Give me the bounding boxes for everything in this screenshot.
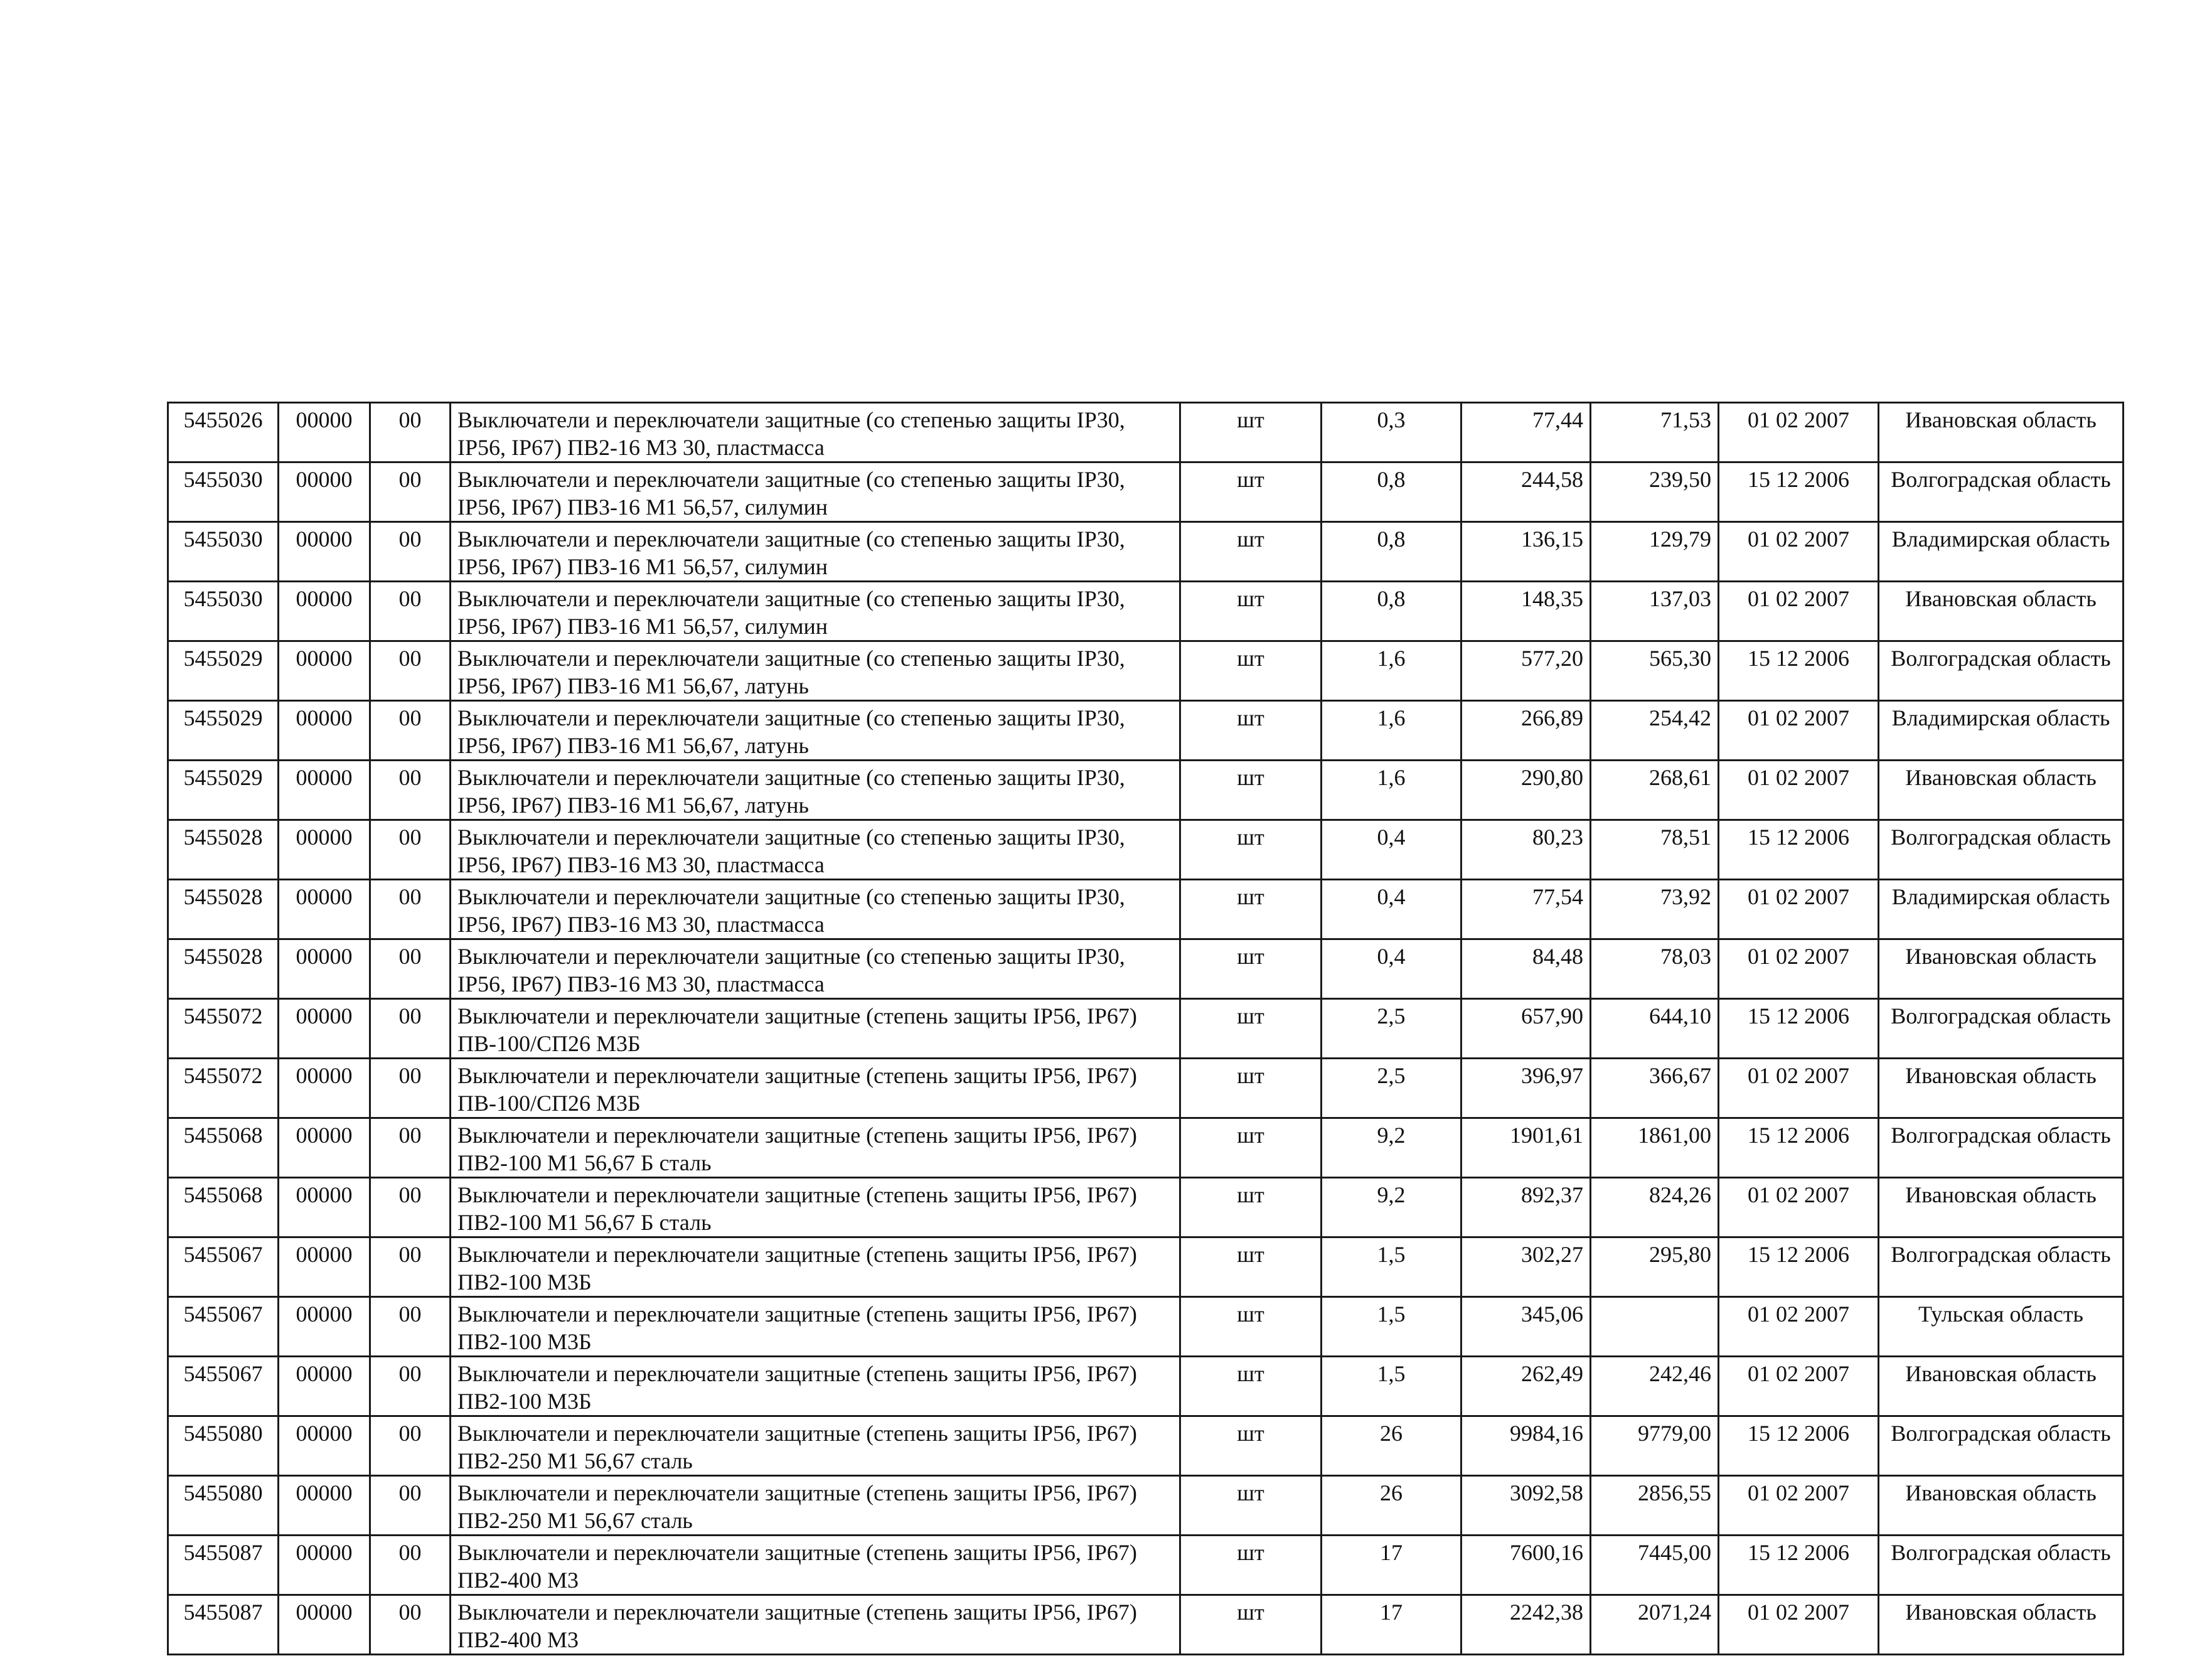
cell-name: Выключатели и переключатели защитные (степень защиты IP56, IP67) ПВ2-100 М1 56,67 Б сталь: [451, 1118, 1180, 1178]
table-row: [168, 1118, 2124, 1178]
cell-name: Выключатели и переключатели защитные (степень защиты IP56, IP67) ПВ2-250 М1 56,67 сталь: [451, 1416, 1180, 1476]
cell-subcode: 00000: [279, 641, 370, 701]
cell-name: Выключатели и переключатели защитные (степень защиты IP56, IP67) ПВ2-100 М3Б: [451, 1357, 1180, 1416]
cell-variant: 00: [370, 880, 451, 939]
cell-date: 15 12 2006: [1719, 820, 1879, 880]
cell-unit: шт: [1180, 1357, 1322, 1416]
cell-region: Тульская область: [1879, 1297, 2124, 1357]
cell-code: 5455067: [168, 1237, 279, 1297]
cell-name: Выключатели и переключатели защитные (со степенью защиты IP30, IP56, IP67) ПВ3-16 М1 56,67, латунь: [451, 701, 1180, 761]
cell-code: 5455030: [168, 462, 279, 522]
cell-mass: 0,4: [1322, 820, 1461, 880]
cell-region: Ивановская область: [1879, 582, 2124, 641]
cell-region: Ивановская область: [1879, 1178, 2124, 1237]
cell-subcode: 00000: [279, 1118, 370, 1178]
cell-variant: 00: [370, 522, 451, 582]
cell-price-2: 268,61: [1591, 761, 1719, 820]
cell-mass: 0,4: [1322, 880, 1461, 939]
cell-date: 01 02 2007: [1719, 1595, 1879, 1655]
cell-date: 01 02 2007: [1719, 522, 1879, 582]
cell-price-2: 78,03: [1591, 939, 1719, 999]
cell-mass: 0,8: [1322, 522, 1461, 582]
cell-price-1: 290,80: [1461, 761, 1591, 820]
cell-price-2: 824,26: [1591, 1178, 1719, 1237]
cell-region: Волгоградская область: [1879, 1536, 2124, 1595]
cell-code: 5455068: [168, 1118, 279, 1178]
cell-code: 5455029: [168, 701, 279, 761]
cell-code: 5455072: [168, 1059, 279, 1118]
cell-price-1: 396,97: [1461, 1059, 1591, 1118]
cell-mass: 0,8: [1322, 462, 1461, 522]
cell-unit: шт: [1180, 999, 1322, 1059]
cell-price-1: 262,49: [1461, 1357, 1591, 1416]
cell-price-1: 266,89: [1461, 701, 1591, 761]
cell-price-2: [1591, 1297, 1719, 1357]
cell-date: 01 02 2007: [1719, 880, 1879, 939]
cell-region: Волгоградская область: [1879, 462, 2124, 522]
cell-region: Владимирская область: [1879, 880, 2124, 939]
cell-region: Волгоградская область: [1879, 1237, 2124, 1297]
cell-variant: 00: [370, 641, 451, 701]
table-row: [168, 701, 2124, 761]
cell-subcode: 00000: [279, 462, 370, 522]
cell-code: 5455068: [168, 1178, 279, 1237]
cell-price-2: 78,51: [1591, 820, 1719, 880]
cell-price-2: 295,80: [1591, 1237, 1719, 1297]
cell-date: 15 12 2006: [1719, 1237, 1879, 1297]
cell-date: 01 02 2007: [1719, 582, 1879, 641]
cell-date: 15 12 2006: [1719, 1118, 1879, 1178]
cell-mass: 17: [1322, 1536, 1461, 1595]
table-row: [168, 1059, 2124, 1118]
cell-price-1: 577,20: [1461, 641, 1591, 701]
cell-name: Выключатели и переключатели защитные (со степенью защиты IP30, IP56, IP67) ПВ3-16 М3 30, пластмасса: [451, 820, 1180, 880]
cell-date: 15 12 2006: [1719, 1536, 1879, 1595]
cell-price-1: 3092,58: [1461, 1476, 1591, 1536]
cell-variant: 00: [370, 1118, 451, 1178]
cell-price-2: 644,10: [1591, 999, 1719, 1059]
cell-date: 01 02 2007: [1719, 1357, 1879, 1416]
cell-variant: 00: [370, 582, 451, 641]
cell-unit: шт: [1180, 1237, 1322, 1297]
cell-subcode: 00000: [279, 1178, 370, 1237]
cell-variant: 00: [370, 1595, 451, 1655]
cell-code: 5455067: [168, 1357, 279, 1416]
cell-date: 01 02 2007: [1719, 701, 1879, 761]
cell-subcode: 00000: [279, 1536, 370, 1595]
cell-subcode: 00000: [279, 820, 370, 880]
cell-price-2: 366,67: [1591, 1059, 1719, 1118]
table-row: [168, 582, 2124, 641]
cell-price-2: 73,92: [1591, 880, 1719, 939]
cell-subcode: 00000: [279, 522, 370, 582]
cell-variant: 00: [370, 1178, 451, 1237]
cell-subcode: 00000: [279, 1237, 370, 1297]
cell-price-2: 9779,00: [1591, 1416, 1719, 1476]
cell-mass: 1,5: [1322, 1357, 1461, 1416]
price-table: [167, 402, 2124, 1655]
cell-price-1: 1901,61: [1461, 1118, 1591, 1178]
cell-subcode: 00000: [279, 1357, 370, 1416]
cell-price-2: 137,03: [1591, 582, 1719, 641]
cell-date: 15 12 2006: [1719, 1416, 1879, 1476]
table-row: [168, 939, 2124, 999]
cell-unit: шт: [1180, 1416, 1322, 1476]
cell-price-1: 244,58: [1461, 462, 1591, 522]
cell-subcode: 00000: [279, 582, 370, 641]
table-row: [168, 462, 2124, 522]
cell-price-1: 80,23: [1461, 820, 1591, 880]
cell-mass: 1,6: [1322, 761, 1461, 820]
table-row: [168, 1416, 2124, 1476]
cell-code: 5455080: [168, 1416, 279, 1476]
cell-unit: шт: [1180, 1595, 1322, 1655]
cell-subcode: 00000: [279, 1476, 370, 1536]
cell-name: Выключатели и переключатели защитные (степень защиты IP56, IP67) ПВ2-100 М1 56,67 Б сталь: [451, 1178, 1180, 1237]
table-row: [168, 1178, 2124, 1237]
cell-code: 5455067: [168, 1297, 279, 1357]
cell-mass: 9,2: [1322, 1178, 1461, 1237]
cell-region: Владимирская область: [1879, 522, 2124, 582]
table-row: [168, 820, 2124, 880]
table-row: [168, 1476, 2124, 1536]
cell-price-1: 77,54: [1461, 880, 1591, 939]
cell-mass: 1,6: [1322, 701, 1461, 761]
cell-price-1: 84,48: [1461, 939, 1591, 999]
cell-region: Ивановская область: [1879, 939, 2124, 999]
cell-variant: 00: [370, 1536, 451, 1595]
table-row: [168, 1357, 2124, 1416]
cell-name: Выключатели и переключатели защитные (степень защиты IP56, IP67) ПВ2-100 М3Б: [451, 1297, 1180, 1357]
cell-price-2: 129,79: [1591, 522, 1719, 582]
cell-name: Выключатели и переключатели защитные (степень защиты IP56, IP67) ПВ-100/СП26 М3Б: [451, 1059, 1180, 1118]
cell-variant: 00: [370, 939, 451, 999]
cell-variant: 00: [370, 999, 451, 1059]
table-row: [168, 1595, 2124, 1655]
cell-price-2: 2071,24: [1591, 1595, 1719, 1655]
cell-unit: шт: [1180, 939, 1322, 999]
cell-variant: 00: [370, 1476, 451, 1536]
cell-mass: 2,5: [1322, 1059, 1461, 1118]
cell-region: Волгоградская область: [1879, 641, 2124, 701]
cell-code: 5455087: [168, 1536, 279, 1595]
cell-unit: шт: [1180, 880, 1322, 939]
cell-name: Выключатели и переключатели защитные (степень защиты IP56, IP67) ПВ-100/СП26 М3Б: [451, 999, 1180, 1059]
cell-code: 5455087: [168, 1595, 279, 1655]
cell-mass: 0,8: [1322, 582, 1461, 641]
cell-code: 5455072: [168, 999, 279, 1059]
cell-price-1: 892,37: [1461, 1178, 1591, 1237]
cell-subcode: 00000: [279, 761, 370, 820]
table-body: [168, 403, 2124, 1655]
cell-date: 01 02 2007: [1719, 1178, 1879, 1237]
cell-price-1: 7600,16: [1461, 1536, 1591, 1595]
cell-price-2: 239,50: [1591, 462, 1719, 522]
table-row: [168, 1297, 2124, 1357]
cell-name: Выключатели и переключатели защитные (со степенью защиты IP30, IP56, IP67) ПВ3-16 М1 56,67, латунь: [451, 761, 1180, 820]
cell-date: 01 02 2007: [1719, 761, 1879, 820]
cell-variant: 00: [370, 1059, 451, 1118]
cell-name: Выключатели и переключатели защитные (со степенью защиты IP30, IP56, IP67) ПВ3-16 М3 30, пластмасса: [451, 939, 1180, 999]
cell-unit: шт: [1180, 641, 1322, 701]
cell-unit: шт: [1180, 522, 1322, 582]
cell-region: Владимирская область: [1879, 701, 2124, 761]
cell-unit: шт: [1180, 701, 1322, 761]
table-row: [168, 522, 2124, 582]
cell-code: 5455028: [168, 820, 279, 880]
cell-name: Выключатели и переключатели защитные (со степенью защиты IP30, IP56, IP67) ПВ3-16 М1 56,57, силумин: [451, 582, 1180, 641]
cell-code: 5455028: [168, 939, 279, 999]
cell-code: 5455028: [168, 880, 279, 939]
cell-price-1: 77,44: [1461, 403, 1591, 462]
cell-variant: 00: [370, 761, 451, 820]
cell-price-1: 2242,38: [1461, 1595, 1591, 1655]
cell-subcode: 00000: [279, 1595, 370, 1655]
cell-unit: шт: [1180, 761, 1322, 820]
cell-unit: шт: [1180, 1476, 1322, 1536]
cell-mass: 26: [1322, 1416, 1461, 1476]
cell-price-2: 1861,00: [1591, 1118, 1719, 1178]
cell-variant: 00: [370, 820, 451, 880]
cell-variant: 00: [370, 1237, 451, 1297]
cell-date: 15 12 2006: [1719, 999, 1879, 1059]
cell-unit: шт: [1180, 403, 1322, 462]
cell-mass: 1,5: [1322, 1297, 1461, 1357]
cell-mass: 2,5: [1322, 999, 1461, 1059]
cell-price-1: 9984,16: [1461, 1416, 1591, 1476]
cell-price-1: 148,35: [1461, 582, 1591, 641]
table-row: [168, 999, 2124, 1059]
cell-subcode: 00000: [279, 1416, 370, 1476]
table-row: [168, 880, 2124, 939]
cell-variant: 00: [370, 462, 451, 522]
cell-name: Выключатели и переключатели защитные (степень защиты IP56, IP67) ПВ2-100 М3Б: [451, 1237, 1180, 1297]
cell-subcode: 00000: [279, 999, 370, 1059]
cell-region: Ивановская область: [1879, 1476, 2124, 1536]
cell-region: Волгоградская область: [1879, 1118, 2124, 1178]
cell-variant: 00: [370, 701, 451, 761]
cell-name: Выключатели и переключатели защитные (степень защиты IP56, IP67) ПВ2-400 М3: [451, 1536, 1180, 1595]
cell-name: Выключатели и переключатели защитные (со степенью защиты IP30, IP56, IP67) ПВ3-16 М1 56,57, силумин: [451, 462, 1180, 522]
cell-subcode: 00000: [279, 701, 370, 761]
cell-code: 5455030: [168, 522, 279, 582]
cell-region: Волгоградская область: [1879, 820, 2124, 880]
cell-unit: шт: [1180, 1118, 1322, 1178]
cell-variant: 00: [370, 403, 451, 462]
cell-price-2: 7445,00: [1591, 1536, 1719, 1595]
cell-subcode: 00000: [279, 939, 370, 999]
cell-region: Волгоградская область: [1879, 1416, 2124, 1476]
cell-unit: шт: [1180, 1297, 1322, 1357]
cell-mass: 0,3: [1322, 403, 1461, 462]
cell-variant: 00: [370, 1297, 451, 1357]
cell-price-2: 565,30: [1591, 641, 1719, 701]
cell-date: 15 12 2006: [1719, 641, 1879, 701]
cell-price-2: 71,53: [1591, 403, 1719, 462]
table-row: [168, 761, 2124, 820]
cell-region: Ивановская область: [1879, 1357, 2124, 1416]
cell-subcode: 00000: [279, 403, 370, 462]
cell-variant: 00: [370, 1416, 451, 1476]
cell-code: 5455026: [168, 403, 279, 462]
table-row: [168, 403, 2124, 462]
cell-region: Ивановская область: [1879, 1595, 2124, 1655]
cell-region: Ивановская область: [1879, 403, 2124, 462]
cell-date: 01 02 2007: [1719, 939, 1879, 999]
cell-unit: шт: [1180, 1178, 1322, 1237]
cell-price-2: 242,46: [1591, 1357, 1719, 1416]
table-row: [168, 1536, 2124, 1595]
cell-region: Ивановская область: [1879, 1059, 2124, 1118]
cell-subcode: 00000: [279, 1297, 370, 1357]
cell-unit: шт: [1180, 1536, 1322, 1595]
cell-subcode: 00000: [279, 880, 370, 939]
cell-region: Волгоградская область: [1879, 999, 2124, 1059]
cell-unit: шт: [1180, 1059, 1322, 1118]
cell-price-1: 345,06: [1461, 1297, 1591, 1357]
cell-unit: шт: [1180, 462, 1322, 522]
cell-region: Ивановская область: [1879, 761, 2124, 820]
cell-mass: 1,5: [1322, 1237, 1461, 1297]
cell-date: 01 02 2007: [1719, 1476, 1879, 1536]
cell-mass: 0,4: [1322, 939, 1461, 999]
cell-mass: 26: [1322, 1476, 1461, 1536]
cell-unit: шт: [1180, 820, 1322, 880]
cell-code: 5455080: [168, 1476, 279, 1536]
table-row: [168, 1237, 2124, 1297]
cell-name: Выключатели и переключатели защитные (со степенью защиты IP30, IP56, IP67) ПВ3-16 М1 56,57, силумин: [451, 522, 1180, 582]
cell-name: Выключатели и переключатели защитные (степень защиты IP56, IP67) ПВ2-250 М1 56,67 сталь: [451, 1476, 1180, 1536]
cell-code: 5455029: [168, 641, 279, 701]
cell-unit: шт: [1180, 582, 1322, 641]
cell-name: Выключатели и переключатели защитные (со степенью защиты IP30, IP56, IP67) ПВ3-16 М1 56,67, латунь: [451, 641, 1180, 701]
cell-mass: 17: [1322, 1595, 1461, 1655]
cell-date: 01 02 2007: [1719, 403, 1879, 462]
cell-price-1: 657,90: [1461, 999, 1591, 1059]
cell-price-2: 2856,55: [1591, 1476, 1719, 1536]
cell-date: 15 12 2006: [1719, 462, 1879, 522]
cell-mass: 1,6: [1322, 641, 1461, 701]
cell-name: Выключатели и переключатели защитные (степень защиты IP56, IP67) ПВ2-400 М3: [451, 1595, 1180, 1655]
cell-mass: 9,2: [1322, 1118, 1461, 1178]
cell-date: 01 02 2007: [1719, 1297, 1879, 1357]
cell-subcode: 00000: [279, 1059, 370, 1118]
cell-code: 5455029: [168, 761, 279, 820]
cell-price-1: 302,27: [1461, 1237, 1591, 1297]
table-row: [168, 641, 2124, 701]
cell-variant: 00: [370, 1357, 451, 1416]
cell-price-1: 136,15: [1461, 522, 1591, 582]
cell-code: 5455030: [168, 582, 279, 641]
cell-name: Выключатели и переключатели защитные (со степенью защиты IP30, IP56, IP67) ПВ3-16 М3 30, пластмасса: [451, 880, 1180, 939]
cell-date: 01 02 2007: [1719, 1059, 1879, 1118]
cell-name: Выключатели и переключатели защитные (со степенью защиты IP30, IP56, IP67) ПВ2-16 М3 30, пластмасса: [451, 403, 1180, 462]
cell-price-2: 254,42: [1591, 701, 1719, 761]
